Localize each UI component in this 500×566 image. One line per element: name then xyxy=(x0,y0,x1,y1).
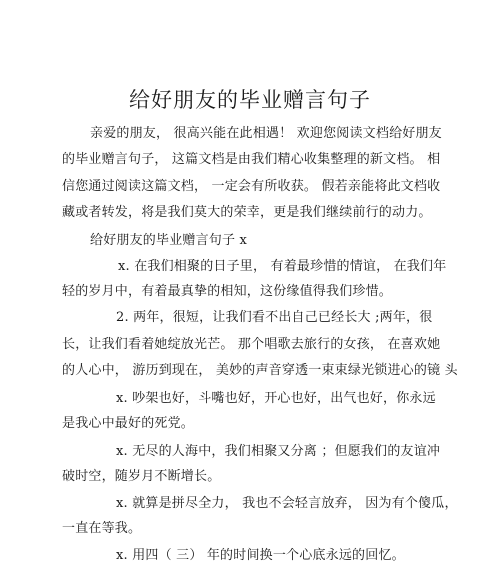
body-line: x. 吵架也好，斗嘴也好，开心也好，出气也好，你永远 xyxy=(116,391,436,406)
body-line: x. 在我们相聚的日子里， 有着最珍惜的情谊， 在我们年 xyxy=(118,259,447,274)
intro-line-2: 的毕业赠言句子， 这篇文档是由我们精心收集整理的新文档。 相 xyxy=(62,152,441,167)
body-line: 2. 两年，很短，让我们看不出自己已经长大 ;两年，很 xyxy=(116,310,433,325)
body-line: 轻的岁月中，有着最真挚的相知，这份缘值得我们珍惜。 xyxy=(62,284,393,299)
body-line: x. 用四（ 三） 年的时间换一个心底永远的回忆。 xyxy=(116,548,405,563)
body-line: x. 无尽的人海中，我们相聚又分离 ；但愿我们的友谊冲 xyxy=(116,444,441,459)
intro-line-4: 藏或者转发，将是我们莫大的荣幸，更是我们继续前行的动力。 xyxy=(62,205,432,220)
body-line: x. 就算是拼尽全力， 我也不会轻言放弃， 因为有个傻瓜， xyxy=(116,496,458,511)
intro-line-1: 亲爱的朋友， 很高兴能在此相遇！ 欢迎您阅读文档给好朋友 xyxy=(90,126,442,141)
body-line: 一直在等我。 xyxy=(62,521,142,536)
body-line: 是我心中最好的死党。 xyxy=(62,416,195,431)
intro-line-3: 信您通过阅读这篇文档， 一定会有所收获。 假若亲能将此文档收 xyxy=(62,179,441,194)
body-line: 的人心中， 游历到现在， 美妙的声音穿透一束束绿光锁进心的镜 头 xyxy=(62,363,458,378)
body-line: 长，让我们看着她绽放光芒。 那个唱歌去旅行的女孩， 在喜欢她 xyxy=(62,337,441,352)
document-title: 给好朋友的毕业赠言句子 xyxy=(129,88,371,112)
body-line: 破时空，随岁月不断增长。 xyxy=(62,469,221,484)
section-heading: 给好朋友的毕业赠言句子 x xyxy=(90,233,248,248)
